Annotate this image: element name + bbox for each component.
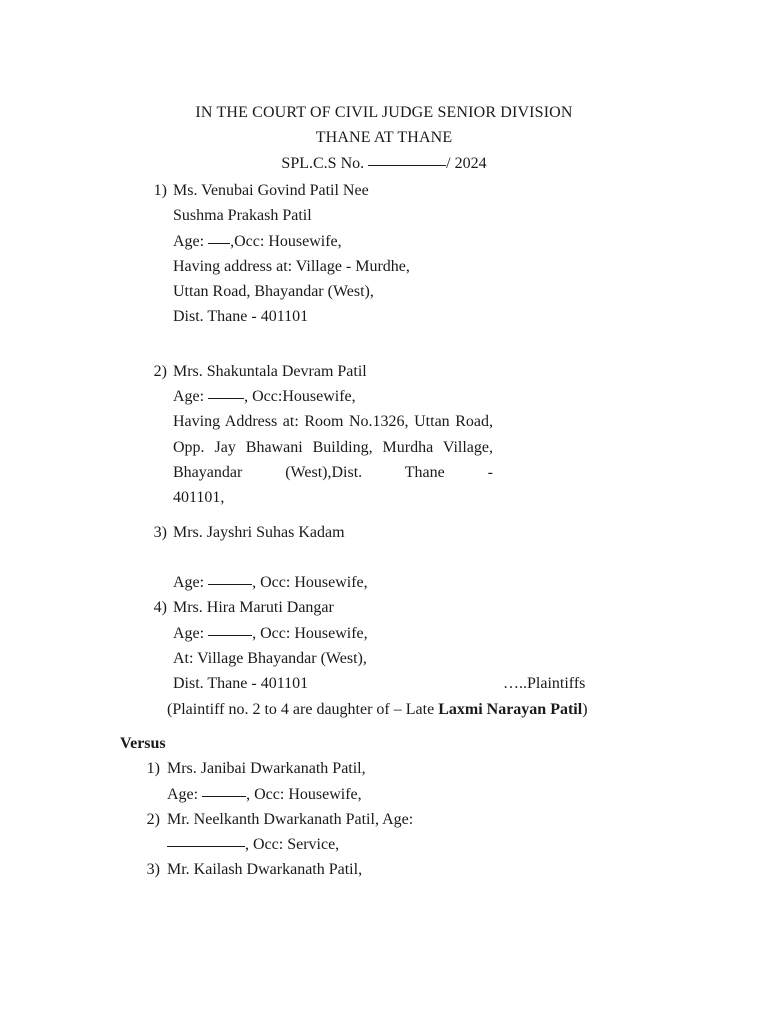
plaintiff-age-occupation	[173, 570, 768, 595]
court-name-line-2: THANE AT THANE	[315, 129, 453, 146]
plaintiff-address-line: Uttan Road, Bhayandar (West),	[173, 283, 374, 301]
plaintiff-details	[173, 178, 768, 330]
plaintiff-name: Ms. Venubai Govind Patil Nee	[173, 182, 369, 199]
plaintiff-details	[173, 359, 493, 511]
plaintiff-name-alt: Sushma Prakash Patil	[173, 207, 312, 225]
plaintiff-age-occupation	[173, 621, 768, 646]
defendants-section	[0, 756, 768, 882]
spacer	[0, 722, 768, 731]
defendant-entry	[0, 857, 768, 882]
plaintiff-address-line: Having address at: Village - Murdhe,	[173, 257, 410, 275]
defendant-name: Mr. Kailash Dwarkanath Patil,	[167, 861, 363, 879]
note-deceased-name: Laxmi Narayan Patil	[438, 700, 583, 718]
list-number: 2)	[146, 810, 160, 828]
blank-line	[173, 545, 768, 570]
defendant-details	[167, 857, 768, 882]
plaintiffs-section	[0, 178, 768, 722]
case-number-line	[0, 151, 768, 176]
plaintiff-name: Mrs. Shakuntala Devram Patil	[173, 362, 367, 380]
list-number: 3)	[146, 861, 160, 879]
defendant-entry	[0, 807, 768, 858]
occupation-text: , Occ:Housewife,	[244, 388, 356, 406]
plaintiffs-relationship-note	[167, 697, 768, 722]
plaintiff-entry	[0, 359, 768, 511]
age-blank	[208, 584, 252, 585]
plaintiff-entry	[0, 595, 768, 696]
plaintiff-address-line	[173, 671, 768, 696]
age-blank	[167, 846, 245, 847]
age-blank	[202, 796, 246, 797]
age-label: Age:	[167, 785, 199, 803]
list-number: 1)	[153, 182, 167, 199]
court-heading	[0, 100, 768, 176]
defendant-details	[167, 807, 768, 858]
defendant-name: Mr. Neelkanth Dwarkanath Patil, Age:	[167, 810, 414, 828]
plaintiff-name: Mrs. Hira Maruti Dangar	[173, 599, 334, 617]
plaintiff-age-occupation	[173, 229, 768, 254]
defendant-occupation	[167, 832, 768, 857]
plaintiff-details	[173, 520, 768, 596]
age-blank	[208, 635, 252, 636]
age-blank	[208, 398, 244, 399]
defendant-entry	[0, 756, 768, 807]
spacer	[0, 330, 768, 359]
case-number-suffix: / 2024	[446, 155, 487, 172]
plaintiff-entry	[0, 178, 768, 330]
plaintiff-address-block: Having Address at: Room No.1326, Uttan Road, Opp. Jay Bhawani Building, Murdha Village, Bhayandar (West),Dist. Thane -	[173, 413, 493, 481]
note-prefix: (Plaintiff no. 2 to 4 are daughter of – Late	[167, 700, 439, 718]
occupation-text: , Occ: Housewife,	[246, 785, 362, 803]
plaintiff-address-pincode: 401101,	[173, 489, 225, 507]
occupation-text: , Occ: Housewife,	[252, 624, 368, 642]
spacer	[0, 511, 768, 520]
plaintiff-address-line: Dist. Thane - 401101	[173, 308, 309, 326]
list-number: 2)	[153, 362, 167, 380]
occupation-text: , Occ: Housewife,	[252, 574, 368, 592]
plaintiff-address-line: At: Village Bhayandar (West),	[173, 650, 367, 668]
age-blank	[208, 243, 230, 244]
case-number-prefix: SPL.C.S No.	[281, 155, 365, 172]
defendant-details	[167, 756, 397, 807]
occupation-text: , Occ: Service,	[245, 836, 340, 854]
versus-label: Versus	[120, 734, 166, 752]
age-label: Age:	[173, 232, 209, 250]
occupation-text: ,Occ: Housewife,	[230, 232, 342, 250]
age-label: Age:	[173, 574, 205, 592]
note-suffix: )	[582, 700, 588, 718]
list-number: 1)	[146, 760, 160, 778]
list-number: 4)	[153, 599, 167, 617]
defendant-name: Mrs. Janibai Dwarkanath Patil,	[167, 760, 366, 778]
plaintiffs-marker: …..Plaintiffs	[503, 675, 586, 693]
case-number-blank	[368, 165, 446, 166]
plaintiff-name: Mrs. Jayshri Suhas Kadam	[173, 523, 345, 541]
court-name-line-1: IN THE COURT OF CIVIL JUDGE SENIOR DIVISION	[195, 104, 573, 121]
party-listing	[0, 178, 768, 883]
plaintiff-age-occupation	[173, 384, 493, 409]
plaintiff-entry	[0, 520, 768, 596]
address-district: Dist. Thane - 401101	[173, 675, 309, 693]
defendant-age-occupation	[167, 782, 397, 807]
plaintiff-details	[173, 595, 768, 696]
age-label: Age:	[173, 388, 205, 406]
age-label: Age:	[173, 624, 205, 642]
list-number: 3)	[153, 523, 167, 541]
